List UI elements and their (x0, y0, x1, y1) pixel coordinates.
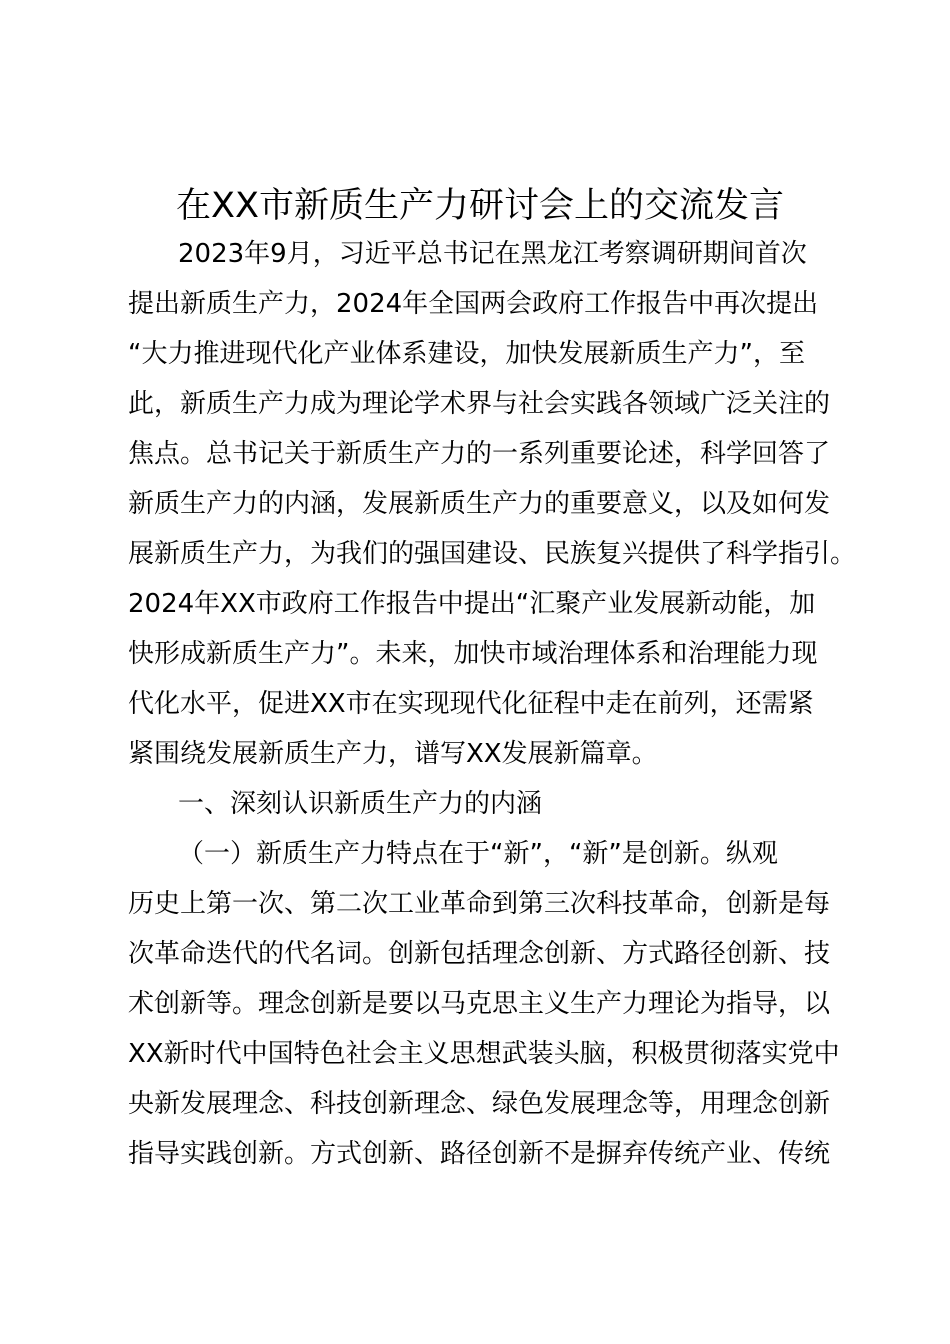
paragraph-line: 2024年XX市政府工作报告中提出“汇聚产业发展新动能，加 (128, 589, 816, 619)
paragraph-line: 提出新质生产力，2024年全国两会政府工作报告中再次提出 (128, 289, 819, 319)
paragraph-line: 焦点。总书记关于新质生产力的一系列重要论述，科学回答了 (128, 439, 831, 469)
paragraph-line: 此，新质生产力成为理论学术界与社会实践各领域广泛关注的 (128, 389, 831, 419)
paragraph-line: 央新发展理念、科技创新理念、绿色发展理念等，用理念创新 (128, 1089, 831, 1119)
paragraph-line: 展新质生产力，为我们的强国建设、民族复兴提供了科学指引。 (128, 539, 857, 569)
paragraph-line: 代化水平，促进XX市在实现现代化征程中走在前列，还需紧 (128, 689, 814, 719)
document-title: 在XX市新质生产力研讨会上的交流发言 (176, 186, 784, 226)
paragraph-line: （一）新质生产力特点在于“新”，“新”是创新。纵观 (178, 839, 778, 869)
paragraph-line: 术创新等。理念创新是要以马克思主义生产力理论为指导，以 (128, 989, 831, 1019)
paragraph-line: 指导实践创新。方式创新、路径创新不是摒弃传统产业、传统 (128, 1139, 831, 1169)
paragraph-line: “大力推进现代化产业体系建设，加快发展新质生产力”，至 (128, 339, 805, 369)
paragraph-line: 历史上第一次、第二次工业革命到第三次科技革命，创新是每 (128, 889, 831, 919)
paragraph-line: XX新时代中国特色社会主义思想武装头脑，积极贯彻落实党中 (128, 1039, 840, 1069)
paragraph-line: 次革命迭代的代名词。创新包括理念创新、方式路径创新、技 (128, 939, 831, 969)
paragraph-line: 紧围绕发展新质生产力，谱写XX发展新篇章。 (128, 739, 658, 769)
paragraph-line: 快形成新质生产力”。未来，加快市域治理体系和治理能力现 (128, 639, 818, 669)
paragraph-line: 2023年9月，习近平总书记在黑龙江考察调研期间首次 (178, 239, 807, 269)
section-heading: 一、深刻认识新质生产力的内涵 (178, 789, 543, 819)
paragraph-line: 新质生产力的内涵，发展新质生产力的重要意义，以及如何发 (128, 489, 831, 519)
